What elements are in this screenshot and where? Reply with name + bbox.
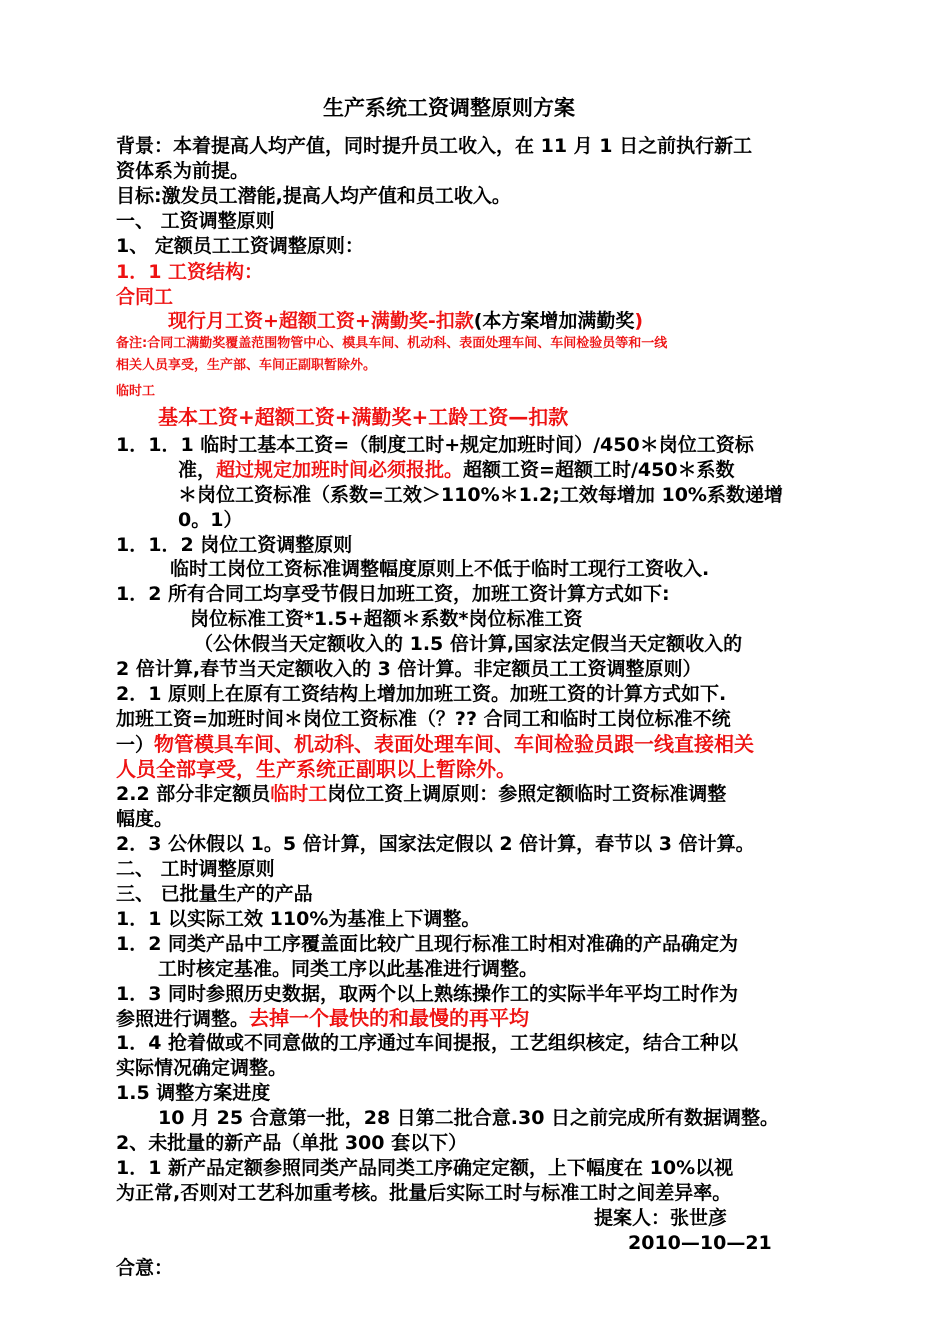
note-line-2: 相关人员享受，生产部、车间正副职暂除外。 (116, 358, 377, 373)
s21-line-4: 人员全部享受，生产系统正副职以上暂除外。 (116, 757, 516, 781)
s111-line-1: 1．1．1 临时工基本工资=（制度工时+规定加班时间）/450＊岗位工资标 (116, 434, 754, 456)
s21-line-2: 加班工资=加班时间＊岗位工资标准（？?? 合同工和临时工岗位标准不统 (116, 708, 731, 730)
p15-line-1: 1.5 调整方案进度 (116, 1082, 271, 1104)
section-1-1-heading: 1、 定额员工工资调整原则： (116, 235, 364, 257)
p13-remove-extremes: 去掉一个最快的和最慢的再平均 (249, 1006, 530, 1030)
s12-line-3: （公休假当天定额收入的 1.5 倍计算,国家法定假当天定额收入的 (194, 633, 743, 655)
wage-structure-label: 1．1 工资结构： (116, 261, 264, 283)
note-line-1: 备注:合同工满勤奖覆盖范围物管中心、模具车间、机动科、表面处理车间、车间检验员等和一线 (116, 336, 668, 351)
contract-formula-close: ) (634, 310, 644, 332)
agree-label: 合意： (116, 1257, 174, 1279)
s21-line-3-red: 物管模具车间、机动科、表面处理车间、车间检验员跟一线直接相关 (154, 732, 755, 756)
goal-line: 目标:激发员工潜能,提高人均产值和员工收入。 (116, 185, 511, 207)
s22-temp-worker: 临时工 (270, 783, 328, 805)
proposer: 提案人：张世彦 (594, 1207, 728, 1229)
contract-worker-label: 合同工 (116, 286, 174, 308)
s111-line-4: 0。1） (178, 509, 243, 531)
n11-line-1: 1．1 新产品定额参照同类产品同类工序确定定额，上下幅度在 10%以视 (116, 1157, 734, 1179)
s12-line-4: 2 倍计算,春节当天定额收入的 3 倍计算。非定额员工工资调整原则） (116, 658, 702, 680)
p13-line-1: 1．3 同时参照历史数据，取两个以上熟练操作工的实际半年平均工时作为 (116, 983, 739, 1005)
temp-formula: 基本工资+超额工资+满勤奖+工龄工资—扣款 (158, 405, 569, 429)
s22-line-1 (116, 782, 726, 806)
s111-line-2 (178, 458, 735, 482)
section-1-heading: 一、 工资调整原则 (116, 210, 275, 232)
s22-line-1-start: 2.2 部分非定额员 (116, 783, 271, 805)
background-line-2: 资体系为前提。 (116, 160, 250, 182)
s22-line-1-end: 岗位工资上调原则：参照定额临时工资标准调整 (327, 783, 727, 805)
proposal-date: 2010—10—21 (628, 1232, 772, 1254)
s112-line-2: 临时工岗位工资标准调整幅度原则上不低于临时工现行工资收入. (170, 558, 710, 580)
s12-line-2: 岗位标准工资*1.5+超额＊系数*岗位标准工资 (190, 608, 583, 630)
s23-line: 2．3 公休假以 1。5 倍计算，国家法定假以 2 倍计算，春节以 3 倍计算。 (116, 833, 755, 855)
s22-line-2: 幅度。 (116, 808, 174, 830)
s111-line-2-start: 准， (178, 459, 217, 481)
p14-line-2: 实际情况确定调整。 (116, 1057, 288, 1079)
s112-line-1: 1．1．2 岗位工资调整原则 (116, 534, 353, 556)
temp-worker-label: 临时工 (116, 384, 156, 399)
section-3-heading: 三、 已批量生产的产品 (116, 883, 313, 905)
s111-line-2-end: 超额工资=超额工时/450＊系数 (463, 459, 735, 481)
s12-line-1: 1．2 所有合同工均享受节假日加班工资，加班工资计算方式如下: (116, 583, 670, 605)
contract-formula-note: (本方案增加满勤奖 (473, 310, 635, 332)
p12-line-2: 工时核定基准。同类工序以此基准进行调整。 (158, 958, 539, 980)
new-products-heading: 2、未批量的新产品（单批 300 套以下） (116, 1132, 468, 1154)
section-2-heading: 二、 工时调整原则 (116, 858, 275, 880)
p11-line: 1．1 以实际工效 110%为基准上下调整。 (116, 908, 481, 930)
p15-line-2: 10 月 25 合意第一批，28 日第二批合意.30 日之前完成所有数据调整。 (158, 1107, 780, 1129)
s21-line-3-start: 一） (116, 734, 155, 756)
contract-formula-text: 现行月工资+超额工资+满勤奖-扣款 (168, 310, 474, 332)
overtime-approval-note: 超过规定加班时间必须报批。 (216, 459, 464, 481)
n11-line-2: 为正常,否则对工艺科加重考核。批量后实际工时与标准工时之间差异率。 (116, 1182, 732, 1204)
s21-line-1: 2．1 原则上在原有工资结构上增加加班工资。加班工资的计算方式如下. (116, 683, 727, 705)
background-line-1: 背景：本着提高人均产值，同时提升员工收入，在 11 月 1 日之前执行新工 (116, 135, 753, 157)
s21-line-3 (116, 732, 754, 757)
contract-formula (168, 309, 643, 333)
p13-line-2-start: 参照进行调整。 (116, 1008, 250, 1030)
p13-line-2 (116, 1006, 529, 1031)
p14-line-1: 1．4 抢着做或不同意做的工序通过车间提报，工艺组织核定，结合工种以 (116, 1032, 739, 1054)
page-title: 生产系统工资调整原则方案 (323, 96, 575, 120)
p12-line-1: 1．2 同类产品中工序覆盖面比较广且现行标准工时相对准确的产品确定为 (116, 933, 739, 955)
s111-line-3: ＊岗位工资标准（系数=工效＞110%＊1.2;工效每增加 10%系数递增 (178, 484, 783, 506)
